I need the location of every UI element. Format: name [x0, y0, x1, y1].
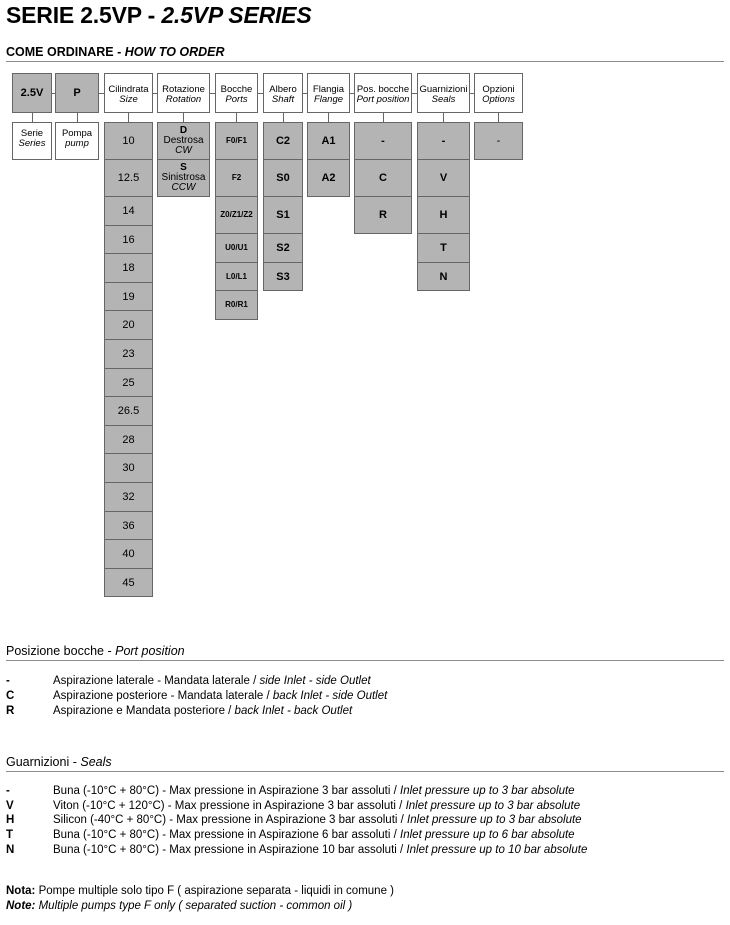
albero-option: S0 — [263, 159, 303, 197]
port-position-row — [6, 690, 706, 704]
guarnizioni-option: H — [417, 196, 470, 234]
port-position-heading: Posizione bocche - Port position — [6, 644, 185, 658]
seal-row — [6, 829, 706, 843]
pompa-label — [55, 122, 99, 160]
cilindrata-option: 26.5 — [104, 396, 153, 426]
seal-code: T — [6, 829, 14, 842]
how-to-order-heading: COME ORDINARE - HOW TO ORDER — [6, 45, 225, 59]
seal-description: Viton (-10°C + 120°C) - Max pressione in Aspirazione 3 bar assoluti / Inlet pressure up to 3 bar absolute — [53, 799, 581, 812]
cilindrata-option: 28 — [104, 425, 153, 454]
port-position-row — [6, 705, 706, 719]
bocche-header — [215, 73, 258, 113]
serie-code-box: 2.5V — [12, 73, 52, 113]
cilindrata-option: 14 — [104, 196, 153, 226]
posbocche-option: C — [354, 159, 412, 197]
cilindrata-option: 18 — [104, 253, 153, 283]
rotazione-option — [157, 159, 210, 197]
cilindrata-option: 30 — [104, 453, 153, 483]
bocche-option: U0/U1 — [215, 233, 258, 263]
posbocche-header-it: Pos. bocche — [356, 84, 410, 95]
seal-description: Silicon (-40°C + 80°C) - Max pressione in Aspirazione 3 bar assoluti / Inlet pressure up to 3 bar absolute — [53, 814, 582, 827]
bocche-option: L0/L1 — [215, 262, 258, 291]
flangia-header-it: Flangia — [312, 84, 345, 95]
flangia-option: A2 — [307, 159, 350, 197]
rotazione-header-en: Rotation — [165, 94, 202, 105]
seal-code: H — [6, 814, 15, 827]
bocche-option: R0/R1 — [215, 290, 258, 320]
cilindrata-option: 19 — [104, 282, 153, 311]
bocche-header-it: Bocche — [220, 84, 253, 95]
posbocche-header — [354, 73, 412, 113]
cilindrata-option: 23 — [104, 339, 153, 369]
bocche-option: F2 — [215, 159, 258, 197]
guarnizioni-header-en: Seals — [431, 94, 456, 105]
flangia-header-en: Flange — [313, 94, 344, 105]
divider — [6, 771, 724, 772]
port-position-code: - — [6, 675, 10, 687]
guarnizioni-option: - — [417, 122, 470, 160]
port-position-row — [6, 675, 706, 689]
cilindrata-option: 12.5 — [104, 159, 153, 197]
rotation-code: S — [180, 162, 187, 173]
posbocche-option: - — [354, 122, 412, 160]
opzioni-header — [474, 73, 523, 113]
opzioni-header-en: Options — [482, 94, 515, 105]
albero-option: S2 — [263, 233, 303, 263]
rotazione-option — [157, 122, 210, 160]
bocche-option: F0/F1 — [215, 122, 258, 160]
guarnizioni-option: T — [417, 233, 470, 263]
port-position-code: R — [6, 705, 15, 717]
cilindrata-option: 25 — [104, 368, 153, 397]
port-position-description: Aspirazione e Mandata posteriore / back Inlet - back Outlet — [53, 705, 353, 717]
cilindrata-option: 36 — [104, 511, 153, 540]
rotazione-header-it: Rotazione — [162, 84, 205, 95]
seal-code: N — [6, 843, 15, 856]
rotation-code: D — [179, 125, 188, 136]
serie-label-it: Serie — [20, 128, 44, 139]
cilindrata-option: 32 — [104, 482, 153, 512]
port-position-code: C — [6, 690, 15, 702]
posbocche-option: R — [354, 196, 412, 234]
rotazione-header — [157, 73, 210, 113]
albero-header-en: Shaft — [271, 94, 295, 105]
seal-description: Buna (-10°C + 80°C) - Max pressione in Aspirazione 3 bar assoluti / Inlet pressure up to 3 bar absolute — [53, 785, 575, 797]
cilindrata-option: 40 — [104, 539, 153, 569]
guarnizioni-option: V — [417, 159, 470, 197]
pompa-label-en: pump — [65, 138, 89, 149]
seal-code: - — [6, 785, 10, 797]
albero-header-it: Albero — [269, 84, 297, 95]
guarnizioni-header-it: Guarnizioni — [419, 84, 468, 95]
seals-heading: Guarnizioni - Seals — [6, 755, 112, 769]
serie-label — [12, 122, 52, 160]
flangia-header — [307, 73, 350, 113]
pompa-code-box: P — [55, 73, 99, 113]
cilindrata-header-it: Cilindrata — [108, 84, 149, 95]
seal-row — [6, 844, 706, 858]
cilindrata-header-en: Size — [119, 94, 138, 105]
guarnizioni-option: N — [417, 262, 470, 291]
seal-row — [6, 785, 706, 799]
rotation-label-en: CCW — [171, 182, 196, 193]
port-position-description: Aspirazione posteriore - Mandata laterale / back Inlet - side Outlet — [53, 690, 388, 702]
seal-description: Buna (-10°C + 80°C) - Max pressione in Aspirazione 6 bar assoluti / Inlet pressure up to 6 bar absolute — [53, 829, 575, 842]
seal-description: Buna (-10°C + 80°C) - Max pressione in Aspirazione 10 bar assoluti / Inlet pressure up to 10 bar absolute — [53, 843, 588, 856]
albero-header — [263, 73, 303, 113]
posbocche-header-en: Port position — [356, 94, 410, 105]
bocche-header-en: Ports — [225, 94, 248, 105]
divider — [6, 660, 724, 661]
note-english: Note: Multiple pumps type F only ( separated suction - common oil ) — [6, 900, 353, 912]
bocche-option: Z0/Z1/Z2 — [215, 196, 258, 234]
cilindrata-option: 20 — [104, 310, 153, 340]
seal-row — [6, 800, 706, 814]
serie-label-en: Series — [18, 138, 46, 149]
cilindrata-option: 10 — [104, 122, 153, 160]
pompa-label-it: Pompa — [61, 128, 93, 139]
opzioni-header-it: Opzioni — [482, 84, 515, 95]
albero-option: C2 — [263, 122, 303, 160]
rotation-label-en: CW — [175, 145, 192, 156]
port-position-description: Aspirazione laterale - Mandata laterale / side Inlet - side Outlet — [53, 675, 371, 687]
albero-option: S1 — [263, 196, 303, 234]
divider — [6, 61, 724, 62]
note-italian: Nota: Pompe multiple solo tipo F ( aspirazione separata - liquidi in comune ) — [6, 885, 394, 897]
rotation-label-it: Sinistrosa — [161, 172, 206, 183]
seal-row — [6, 814, 706, 828]
cilindrata-option: 45 — [104, 568, 153, 597]
cilindrata-header — [104, 73, 153, 113]
rotation-label-it: Destrosa — [163, 135, 204, 146]
flangia-option: A1 — [307, 122, 350, 160]
seal-code: V — [6, 799, 14, 812]
albero-option: S3 — [263, 262, 303, 291]
cilindrata-option: 16 — [104, 225, 153, 254]
guarnizioni-header — [417, 73, 470, 113]
opzioni-option: - — [474, 122, 523, 160]
page-title: SERIE 2.5VP - 2.5VP SERIES — [6, 2, 312, 28]
